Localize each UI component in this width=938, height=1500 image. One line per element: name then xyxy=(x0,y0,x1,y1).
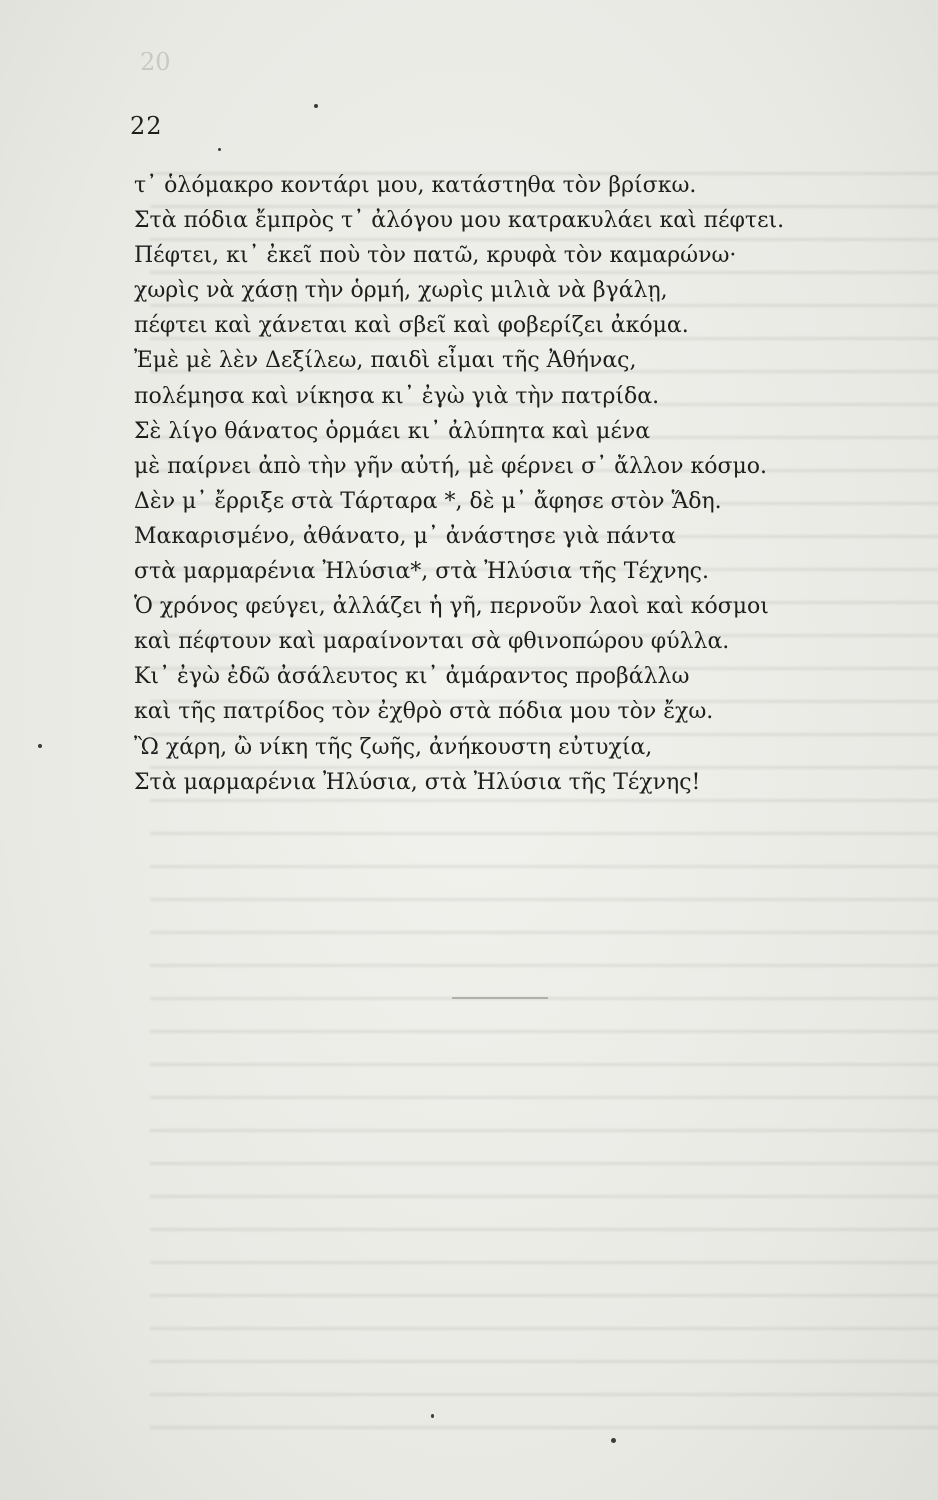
poem-line: Πέφτει, κι᾽ ἐκεῖ ποὺ τὸν πατῶ, κρυφὰ τὸν καμαρώνω· xyxy=(134,243,737,269)
poem-line: Στὰ πόδια ἔμπρὸς τ᾽ ἀλόγου μου κατρακυλάει καὶ πέφτει. xyxy=(134,208,785,234)
ink-speck xyxy=(38,744,42,748)
faint-divider xyxy=(452,997,548,999)
poem-line: τ᾽ ὁλόμακρο κοντάρι μου, κατάστηθα τὸν βρίσκω. xyxy=(134,173,697,198)
poem-line: Ἐμὲ μὲ λὲν Δεξίλεω, παιδὶ εἶμαι τῆς Ἀθήνας, xyxy=(134,348,637,374)
poem-line: στὰ μαρμαρένια Ἠλύσια*, στὰ Ἠλύσια τῆς Τέχνης. xyxy=(134,559,709,585)
poem-line: Κι᾽ ἐγὼ ἐδῶ ἀσάλευτος κι᾽ ἀμάραντος προβάλλω xyxy=(134,664,690,690)
poem-line: Σὲ λίγο θάνατος ὁρμάει κι᾽ ἀλύπητα καὶ μένα xyxy=(134,418,651,444)
poem-line: πολέμησα καὶ νίκησα κι᾽ ἐγὼ γιὰ τὴν πατρίδα. xyxy=(134,383,660,409)
poem-line: πέφτει καὶ χάνεται καὶ σβεῖ καὶ φοβερίζει ἀκόμα. xyxy=(134,313,689,339)
ink-speck xyxy=(611,1438,616,1443)
poem-line: Ὢ χάρη, ὢ νίκη τῆς ζωῆς, ἀνήκουστη εὐτυχία, xyxy=(134,734,653,760)
poem-line: Δὲν μ᾽ ἔρριξε στὰ Τάρταρα *, δὲ μ᾽ ἄφησε στὸν Ἅδη. xyxy=(134,488,722,514)
ink-speck xyxy=(431,1414,434,1418)
poem-line: Μακαρισμένο, ἀθάνατο, μ᾽ ἀνάστησε γιὰ πάντα xyxy=(134,523,676,549)
poem-line: καὶ πέφτουν καὶ μαραίνονται σὰ φθινοπώρου φύλλα. xyxy=(134,629,730,655)
poem-line: Ὁ χρόνος φεύγει, ἀλλάζει ἡ γῆ, περνοῦν λαοὶ καὶ κόσμοι xyxy=(134,594,769,620)
poem-line: καὶ τῆς πατρίδος τὸν ἐχθρὸ στὰ πόδια μου τὸν ἔχω. xyxy=(134,699,714,725)
poem-line: Στὰ μαρμαρένια Ἠλύσια, στὰ Ἠλύσια τῆς Τέχνης! xyxy=(134,769,701,795)
ghost-page-number: 20 xyxy=(140,48,171,76)
ink-speck xyxy=(218,148,221,151)
page-number: 22 xyxy=(130,112,163,140)
poem-line: μὲ παίρνει ἀπὸ τὴν γῆν αὐτή, μὲ φέρνει σ᾽ ἄλλον κόσμο. xyxy=(134,453,768,479)
ink-speck xyxy=(314,104,318,108)
poem-line: χωρὶς νὰ χάσῃ τὴν ὁρμή, χωρὶς μιλιὰ νὰ βγάλῃ, xyxy=(134,278,668,304)
poem xyxy=(134,168,834,800)
